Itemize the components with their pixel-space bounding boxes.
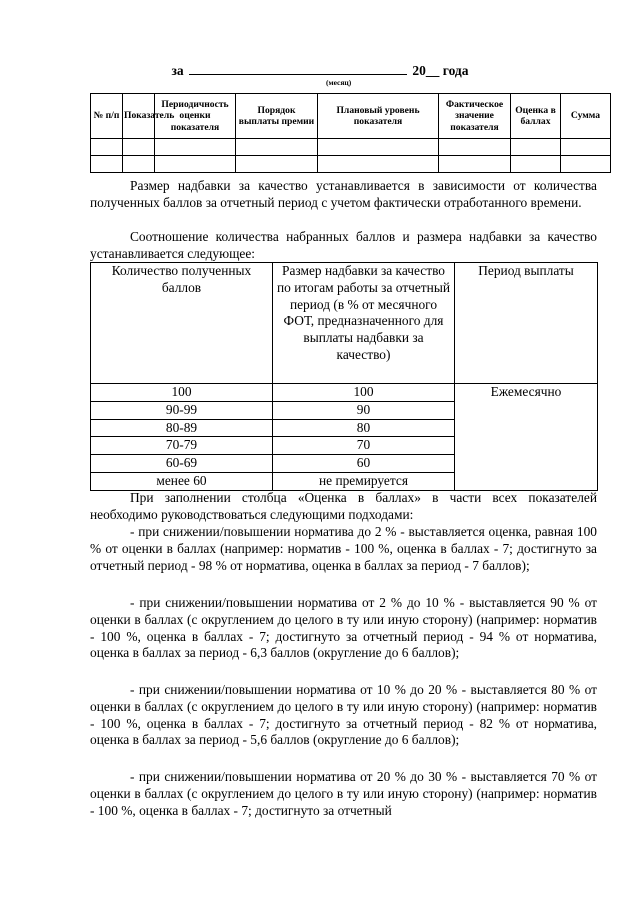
indicators-table [90, 93, 611, 173]
bonus-cell: 100 [273, 384, 455, 402]
bonus-cell: 80 [273, 419, 455, 437]
column-header: № п/п [91, 94, 123, 139]
points-cell: 80-89 [91, 419, 273, 437]
paragraph: Размер надбавки за качество устанавливается в зависимости от количества полученных баллов за отчетный период с учетом фактически отработанного времени. [90, 178, 597, 210]
paragraph: Соотношение количества набранных баллов и размера надбавки за качество устанавливается следующее: [90, 229, 597, 261]
month-blank-line [189, 62, 407, 75]
column-header: Показатель [123, 94, 155, 139]
points-cell: 90-99 [91, 401, 273, 419]
bonus-cell: 60 [273, 455, 455, 473]
table-row [91, 139, 611, 156]
column-header: Оценка в баллах [511, 94, 561, 139]
period-year: 20__ года [412, 63, 469, 78]
period-prefix: за [171, 63, 184, 78]
bonus-cell: не премируется [273, 472, 455, 490]
points-cell: 70-79 [91, 437, 273, 455]
points-cell: 100 [91, 384, 273, 402]
column-header: Период выплаты [455, 263, 598, 384]
column-header: Количество полученных баллов [91, 263, 273, 384]
table-row [91, 384, 598, 402]
month-caption: (месяц) [326, 78, 352, 87]
period-heading [0, 62, 640, 79]
bonus-header-row [91, 263, 598, 384]
paragraph: - при снижении/повышении норматива от 2 % до 10 % - выставляется 90 % от оценки в баллах (с округлением до целого в ту или иную сторону) (например: норматив - 100 %, оценка в баллах - 7; достигнуто за отчетный период - 94 % от норматива, оценка в баллах за период - 6,3 баллов (округление до 6 баллов); [90, 595, 597, 661]
bonus-cell: 90 [273, 401, 455, 419]
column-header: Плановый уровень показателя [318, 94, 439, 139]
table-row [91, 156, 611, 173]
points-cell: менее 60 [91, 472, 273, 490]
paragraph: - при снижении/повышении норматива от 10 % до 20 % - выставляется 80 % от оценки в баллах (с округлением до целого в ту или иную сторону) (например: норматив - 100 %, оценка в баллах - 7; достигнуто за отчетный период - 82 % от норматива, оценка в баллах за период - 5,6 баллов (округление до 6 баллов); [90, 682, 597, 748]
points-cell: 60-69 [91, 455, 273, 473]
paragraph: - при снижении/повышении норматива до 2 % - выставляется оценка, равная 100 % от оценки в баллах (например: норматив - 100 %, оценка в баллах - 7; достигнуто за отчетный период - 98 % от норматива, оценка в баллах за период - 7 баллов); [90, 524, 597, 573]
paragraph: При заполнении столбца «Оценка в баллах» в части всех показателей необходимо руководствоваться следующими подходами: [90, 490, 597, 522]
column-header: Сумма [561, 94, 611, 139]
period-cell: Ежемесячно [455, 384, 598, 491]
column-header: Размер надбавки за качество по итогам работы за отчетный период (в % от месячного ФОТ, предназначенного для выплаты надбавки за качество) [273, 263, 455, 384]
bonus-table [90, 262, 598, 491]
paragraph: - при снижении/повышении норматива от 20 % до 30 % - выставляется 70 % от оценки в баллах (с округлением до целого в ту или иную сторону) (например: норматив - 100 %, оценка в баллах - 7; достигнуто за отчетный [90, 769, 597, 818]
column-header: Порядок выплаты премии [236, 94, 318, 139]
bonus-cell: 70 [273, 437, 455, 455]
column-header: Периодичность оценки показателя [155, 94, 236, 139]
indicators-header-row [91, 94, 611, 139]
column-header: Фактическое значение показателя [439, 94, 511, 139]
